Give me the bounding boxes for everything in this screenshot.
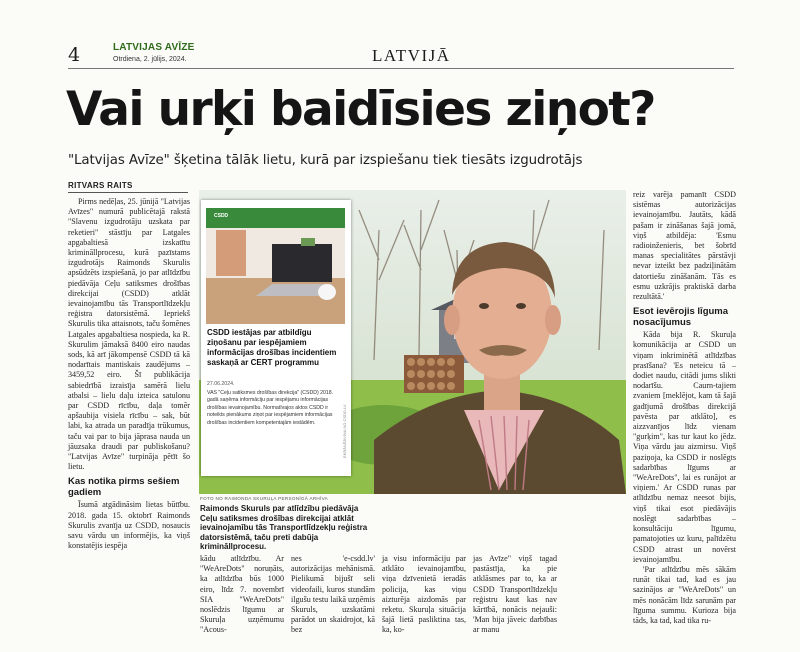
paragraph: Īsumā atgādināsim lietas būtību. 2018. gada 15. oktobrī Raimonds Skurulis zvanīja uz CSDD, nosaucis savu vārdu un informējis, ka viņš konstatējis iespēja <box>68 500 190 551</box>
paragraph: nes 'e-csdd.lv' autorizācijas mehānismā. Pielikumā bijušī seli videofaili, kuros stundām ilgušu testu laikā uzņēmis Skuruls, uzskatāmi parādot un skaidrojot, kā bez <box>291 554 375 635</box>
article-column-right <box>633 190 736 625</box>
laptop-illustration <box>206 208 345 324</box>
paragraph: jas Avīze" viņš tagad pastāstīja, ka pie atklāsmes par to, ka ar CSDD Transportlīdzekļu reģistru kaut kas nav kārtībā, nonācis nejauši: 'Man bija jāveic darbības ar manu <box>473 554 557 635</box>
card-image <box>206 208 345 324</box>
screenshot-credit: EKRĀNŠĀVIŅA NO CSDD.LV <box>342 404 347 458</box>
byline-rule <box>68 192 188 193</box>
subheading: Kas notika pirms sešiem gadiem <box>68 476 180 499</box>
article-column-2 <box>200 554 284 635</box>
article-column-3 <box>291 554 375 635</box>
article-column-4 <box>382 554 466 635</box>
issue-date: Otrdiena, 2. jūlijs, 2024. <box>113 56 187 63</box>
photo-credit: FOTO NO RAIMONDA SKURUĻA PERSONĪGĀ ARHĪVA <box>200 496 329 501</box>
card-body: VAS "Ceļu satiksmes drošības direkcija" (CSDD) 2018. gadā saņēma informāciju par iespējamu informācijas drošības ievainojamību. Normatīvajos aktos CSDD ir noteikts pienākums ziņot par iespējamiem informācijas drošības incidentiem kompetentajām iestādēm. <box>207 390 334 426</box>
article-column-1 <box>68 197 190 590</box>
headline: Vai urķi baidīsies ziņot? <box>66 82 655 137</box>
card-title: CSDD iestājas par atbildīgu ziņošanu par iespējamiem informācijas drošības incidentiem saskaņā ar CERT programmu <box>207 328 337 367</box>
paragraph: reiz varēja pamanīt CSDD sistēmas autorizācijas ievainojamību. Jautāts, kādā pašam ir zināšanas šajā jomā, viņš atbildēja: 'Esmu radioinženieris, bet šobrīd manas specialitātes pārstāvji nevar izteikt bez padziļinātām datortiešu zināšanām. Tās es esmu uzkrājis praktiskā darba rezultātā.' <box>633 190 736 302</box>
subheadline: "Latvijas Avīze" šķetina tālāk lietu, kurā par izspiešanu tiek tiesāts izgudrotājs <box>68 153 583 168</box>
card-date: 27.06.2024. <box>207 381 235 387</box>
paragraph: ja visu informāciju par atklāto ievainojamību, viņa dzīvenietā ieradās policija, kas viņu aizturēja aizdomās par reketu. Skuruļa situācija šajā lietā pasliktina tas, ka, ko- <box>382 554 466 635</box>
subheading: Esot ievērojis līguma nosacījumus <box>633 306 729 329</box>
website-screenshot-card <box>201 200 351 476</box>
article-column-5 <box>473 554 557 635</box>
paragraph: Kāda bija R. Skuruļa komunikācija ar CSDD un viņam inkriminētā atlīdzības prasīšana? 'Es neteicu tā – dodiet naudu, citādi jums slikti nodarīšu. Caurn-tajiem zvaniem [meklējot, kam tā šajā gadījumā drošības direkcijā pavēsta par atklāto], es aizzvanījos līdz vienam "gurķim", kas tur kaut ko jēdz. Viņa vārdu jau aizmirsu. Viņš paziņoja, ka CSDD ir noslēgts sadarbības līgums ar "WeAreDots", lai es runājot ar viņiem.' Ar CSDD runas par atlīdzību nemaz neesot bijis, viņš tikai esot piedāvājis noslēgt sadarbības – konsultāciju līgumu, pamatojoties uz kuru, palīdzētu CSDD atrast un novērst ievainojamību. <box>633 330 736 564</box>
newspaper-logo: LATVIJAS AVĪZE <box>113 42 195 53</box>
paragraph: kādu atlīdzību. Ar "WeAreDots" noruņāts, ka atlīdzība būs 1000 eiro, līdz 7. novembrī SIA "WeAreDots" noslēdzis līgumu ar Skuruļa uzņēmumu "Acous- <box>200 554 284 635</box>
photo-caption: Raimonds Skuruls par atlīdzību piedāvāja Ceļu satiksmes drošības direkcijai atklāt ievainojamību tās Transportlīdzekļu reģistra datorsistēmā, taču preti dabūja krimināllprocesu. <box>200 504 368 552</box>
page-number: 4 <box>68 44 81 66</box>
csdd-logo: CSDD <box>211 212 231 220</box>
paragraph: 'Par atlīdzību mēs sākām runāt tikai tad, kad es jau sazinājos ar "WeAreDots" un mēs nonācām līdz sarunām par līguma summu. Kurioza bija tāds, ka tad, kad tika ru- <box>633 564 736 625</box>
header-rule <box>68 68 734 69</box>
paragraph: Pirms nedēļas, 25. jūnijā "Latvijas Avīzes" numurā publicētajā rakstā "Slavenu izgudrotāju uzskata par reketieri" stāstīju par Latgales apgabaltiesā izskatītu krimināllprocesu, kurā pazīstams izgudrotājs Raimonds Skurulis apsūdzēts izspiešanā, jo par atlīdzību piedāvāja Ceļu satiksmes drošības direkcijai (CSDD) atklāt ievainojamību tās Transportlīdzekļu reģistra datorsistēmā. Iepriekš Skurulis tika attaisnots, taču šomēnes Latgales apgabaltiesa nospieda, ka R. Skurulim jāmaksā 8400 eiro naudas sods, kā arī jākompensē CSDD tā kā nodarītais mantiskais zaudējums – 3459,52 eiro. Šī publikācija sabiedrībā izraisīja samērā lielu atbalsi – lielu daļu izteica satulonu par CSDD rīcību, daļa tomēr apšaubija visiela rīcību – sak, būt labi, ka atrada un paradīja trūkumus, taču vai par to bija jāprasa nauda un jāuzsaka draudi par publiskošanu? "Latvijas Avīze" turpināja pētīt šo lietu. <box>68 197 190 472</box>
byline: RITVARS RAITS <box>68 181 133 190</box>
section-title: LATVIJĀ <box>372 46 451 65</box>
